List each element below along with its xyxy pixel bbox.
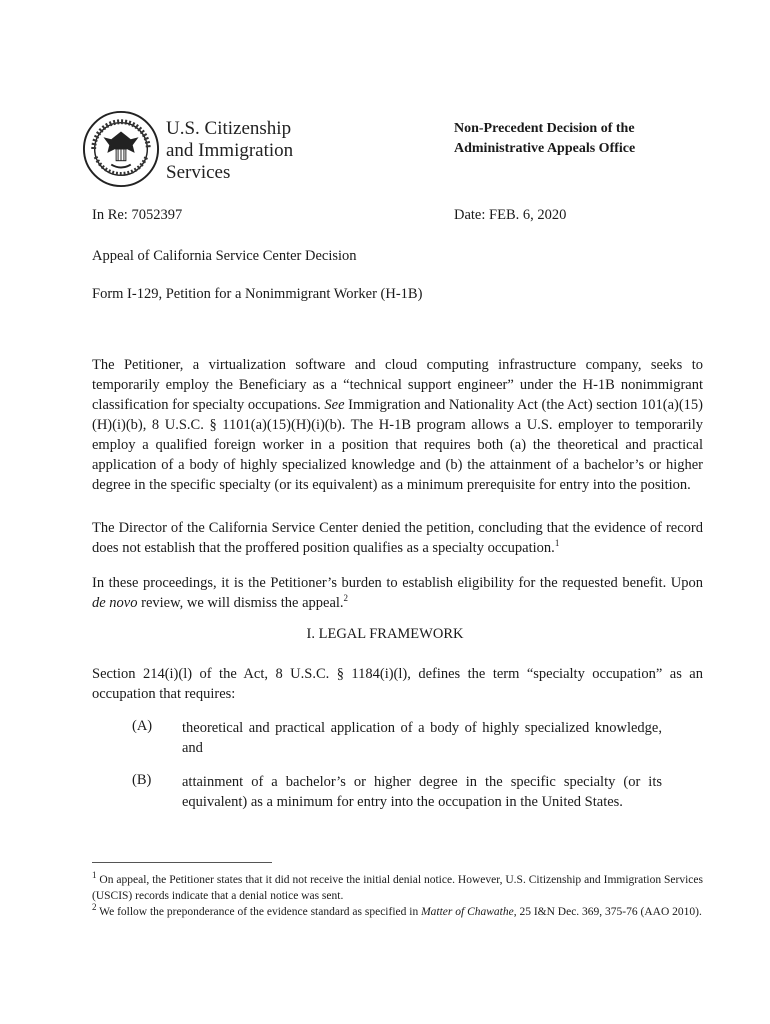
section-heading: I. LEGAL FRAMEWORK [306, 626, 464, 642]
paragraph-1 [92, 355, 703, 495]
agency-name [166, 118, 293, 184]
paragraph-1-text-b: Immigration and Nationality Act (the Act) section 101(a)(15)(H)(i)(b), 8 U.S.C. § 1101(a)(15)(H)(i)(b). The H-1B program allows a U.S. employer to temporarily employ a qualified foreign worker in a position that requires both (a) the theoretical and practical application of a body of highly specialized knowledge and (b) the attainment of a bachelor’s or higher degree in the specific specialty (or its equivalent) as a minimum prerequisite for entry into the position. [92, 397, 704, 493]
case-number: In Re: 7052397 [92, 207, 183, 223]
footnote-1-text: On appeal, the Petitioner states that it did not receive the initial denial notice. However, U.S. Citizenship and Immigration Services (USCIS) records indicate that a denial notice was sent. [92, 874, 703, 902]
footnote-divider [92, 862, 272, 863]
paragraph-3 [92, 573, 703, 613]
paragraph-3-text-a: In these proceedings, it is the Petitioner’s burden to establish eligibility for the requested benefit. Upon [92, 575, 703, 591]
footnote-1 [92, 872, 703, 904]
decision-line-1: Non-Precedent Decision of the [454, 121, 635, 136]
footnote-2-number: 2 [92, 902, 97, 913]
list-item-text-b: attainment of a bachelor’s or higher degree in the specific specialty (or its equivalent) as a minimum for entry into the occupation in the United States. [182, 774, 662, 810]
form-line: Form I-129, Petition for a Nonimmigrant Worker (H-1B) [92, 286, 423, 302]
list-item-label-a: (A) [132, 718, 153, 734]
case-citation: Matter of Chawathe [421, 906, 514, 918]
footnote-2-text-b: , 25 I&N Dec. 369, 375-76 (AAO 2010). [513, 906, 702, 918]
see-signal: See [324, 397, 345, 413]
dhs-seal-logo [82, 110, 160, 188]
agency-line-1: U.S. Citizenship [166, 118, 292, 139]
paragraph-2 [92, 518, 703, 558]
agency-line-3: Services [166, 162, 231, 183]
footnote-1-number: 1 [92, 870, 97, 881]
appeal-line: Appeal of California Service Center Decision [92, 248, 357, 264]
decision-date: Date: FEB. 6, 2020 [454, 207, 567, 223]
list-item-text-a: theoretical and practical application of a body of highly specialized knowledge, and [182, 720, 662, 756]
de-novo-term: de novo [92, 595, 138, 611]
decision-line-2: Administrative Appeals Office [454, 141, 636, 156]
footnote-ref-1[interactable]: 1 [554, 538, 560, 549]
footnote-2-text-a: We follow the preponderance of the evidence standard as specified in [96, 906, 422, 918]
footnote-2 [92, 904, 703, 920]
footnote-ref-2[interactable]: 2 [343, 593, 349, 604]
footnotes [92, 872, 703, 920]
paragraph-2-text: The Director of the California Service Center denied the petition, concluding that the evidence of record does not establish that the proffered position qualifies as a specialty occupation. [92, 520, 703, 556]
paragraph-3-text-b: review, we will dismiss the appeal. [137, 595, 344, 611]
agency-line-2: and Immigration [166, 140, 294, 161]
paragraph-4: Section 214(i)(l) of the Act, 8 U.S.C. § 1184(i)(l), defines the term “specialty occupation” as an occupation that requires: [92, 666, 703, 702]
list-item-label-b: (B) [132, 772, 152, 788]
paragraph-1-text-a: The Petitioner, a virtualization software and cloud computing infrastructure company, seeks to temporarily employ the Beneficiary as a “technical support engineer” under the H-1B nonimmigrant classification for specialty occupations. [92, 357, 703, 413]
decision-type [454, 119, 635, 159]
